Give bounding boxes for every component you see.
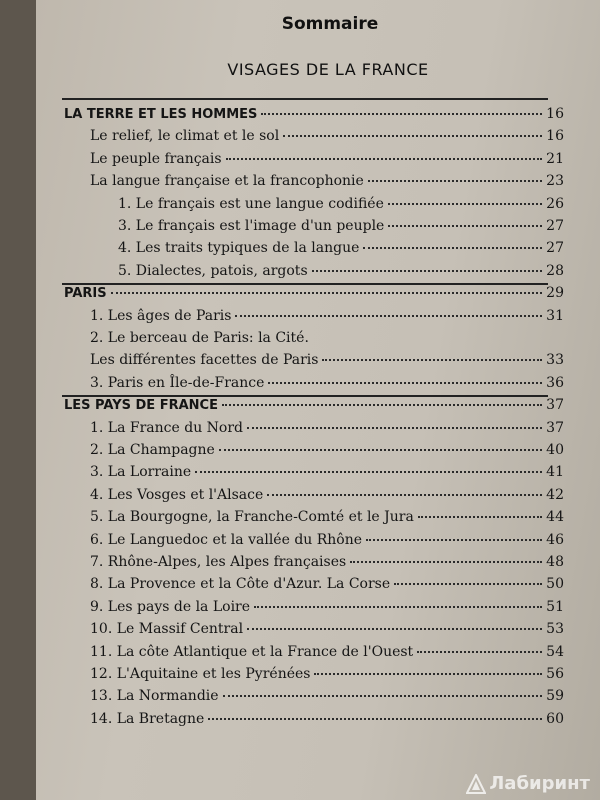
toc-entry-title: 13. La Normandie xyxy=(90,688,219,705)
toc-entry xyxy=(90,151,564,173)
dot-leader xyxy=(219,448,542,451)
toc-entry-page: 46 xyxy=(546,531,564,548)
toc-entry-title: 1. La France du Nord xyxy=(90,419,244,436)
book-page xyxy=(36,0,600,800)
toc-entry-page: 59 xyxy=(546,688,564,705)
page-title: Sommaire xyxy=(281,14,379,34)
toc-entry xyxy=(64,106,564,128)
toc-entry-title: 2. Le berceau de Paris: la Cité. xyxy=(90,330,309,346)
toc-entry-title: LES PAYS DE FRANCE xyxy=(64,398,218,414)
toc-entry-title: Les différentes facettes de Paris xyxy=(90,352,319,369)
toc-entry xyxy=(90,330,564,352)
toc-entry-title: 7. Rhône-Alpes, les Alpes françaises xyxy=(90,554,347,570)
toc-entry xyxy=(90,666,564,688)
toc-entry xyxy=(90,621,564,643)
toc-entry-page: 29 xyxy=(546,285,564,302)
toc-entry-page: 54 xyxy=(546,643,564,660)
toc-entry xyxy=(90,173,564,195)
toc-entry-page: 53 xyxy=(546,621,564,638)
toc-entry xyxy=(90,644,564,666)
toc-entry-page: 26 xyxy=(546,195,564,212)
toc-entry xyxy=(90,599,564,621)
dot-leader xyxy=(366,538,542,541)
toc-entry-page: 56 xyxy=(546,666,564,682)
toc-entry-page: 40 xyxy=(546,442,564,458)
watermark-text: Лабиринт xyxy=(489,773,590,794)
toc-entry-title: Le peuple français xyxy=(90,150,222,167)
toc-entry-title: 8. La Provence et la Côte d'Azur. La Corse xyxy=(90,576,391,593)
toc-entry-page: 27 xyxy=(546,240,564,257)
toc-entry-title: 2. La Champagne xyxy=(90,442,215,458)
toc-entry-title: 4. Les Vosges et l'Alsace xyxy=(90,486,264,503)
toc-entry-page: 51 xyxy=(546,598,564,615)
toc-entry xyxy=(118,218,564,240)
toc-entry-page: 42 xyxy=(546,486,564,503)
dot-leader xyxy=(223,694,543,697)
toc-entry-title: 5. Dialectes, patois, argots xyxy=(118,262,308,279)
toc-entry-title: 12. L'Aquitaine et les Pyrénées xyxy=(90,666,311,682)
toc-entry-page: 41 xyxy=(546,464,564,481)
dot-leader xyxy=(235,314,542,317)
dot-leader xyxy=(247,627,542,630)
dot-leader xyxy=(314,672,542,675)
toc-entry xyxy=(90,576,564,598)
toc-entry xyxy=(90,711,564,733)
toc-entry-title: 3. Paris en Île-de-France xyxy=(90,374,265,391)
toc-entry-page: 31 xyxy=(546,307,564,324)
toc-entry-page: 37 xyxy=(546,419,564,436)
dot-leader xyxy=(247,426,542,429)
toc-entry-page: 21 xyxy=(546,150,564,167)
toc-entry-title: 1. Le français est une langue codifiée xyxy=(118,195,384,212)
toc-entry-page: 36 xyxy=(546,374,564,391)
toc-entry xyxy=(90,487,564,509)
toc-entry xyxy=(90,509,564,531)
dot-leader xyxy=(313,338,560,339)
toc-entry xyxy=(90,688,564,710)
dot-leader xyxy=(226,157,543,160)
toc-entry xyxy=(118,263,564,285)
toc-entry-page: 16 xyxy=(546,128,564,145)
toc-entry-title: 9. Les pays de la Loire xyxy=(90,598,251,615)
toc-entry-title: 3. La Lorraine xyxy=(90,464,192,481)
watermark xyxy=(466,773,590,794)
toc-entry xyxy=(64,397,564,419)
dot-leader xyxy=(261,112,542,115)
toc-entry-title: La langue française et la francophonie xyxy=(90,173,364,190)
toc-entry-page: 16 xyxy=(546,106,564,122)
toc-entry-title: 14. La Bretagne xyxy=(90,710,205,727)
section-rule xyxy=(62,395,548,397)
toc-entry xyxy=(118,240,564,262)
toc-entry-title: 1. Les âges de Paris xyxy=(90,307,232,324)
toc-entry xyxy=(90,464,564,486)
labyrinth-logo-icon xyxy=(466,774,486,794)
section-rule xyxy=(62,283,548,285)
dot-leader xyxy=(363,246,542,249)
dot-leader xyxy=(388,202,542,205)
dot-leader xyxy=(394,582,542,585)
toc-entry xyxy=(90,128,564,150)
book-subtitle: VISAGES DE LA FRANCE xyxy=(227,60,429,79)
toc-entry-title: 6. Le Languedoc et la vallée du Rhône xyxy=(90,531,363,548)
dot-leader xyxy=(368,179,542,182)
dot-leader xyxy=(388,224,542,227)
toc-entry-page: 33 xyxy=(546,352,564,369)
dot-leader xyxy=(417,650,542,653)
toc-entry-page: 23 xyxy=(546,173,564,190)
toc-entry-title: PARIS xyxy=(64,286,107,302)
toc-entry-page: 60 xyxy=(546,710,564,727)
dot-leader xyxy=(418,515,542,518)
dot-leader xyxy=(111,291,543,294)
toc-entry-page: 28 xyxy=(546,262,564,279)
dot-leader xyxy=(312,269,543,272)
dot-leader xyxy=(322,358,542,361)
toc-entry xyxy=(64,285,564,307)
toc-entry xyxy=(90,308,564,330)
toc-entry xyxy=(90,420,564,442)
dot-leader xyxy=(222,403,542,406)
dot-leader xyxy=(268,381,542,384)
dot-leader xyxy=(254,605,542,608)
toc-entry xyxy=(90,442,564,464)
toc-entry-page: 48 xyxy=(546,554,564,570)
toc-entry-page: 50 xyxy=(546,576,564,593)
toc-entry xyxy=(90,352,564,374)
toc-entry-page: 27 xyxy=(546,218,564,234)
toc-entry-page: 37 xyxy=(546,397,564,414)
dot-leader xyxy=(283,134,542,137)
toc-entry-title: 10. Le Massif Central xyxy=(90,621,244,638)
toc-entry-title: LA TERRE ET LES HOMMES xyxy=(64,107,258,122)
toc-entry-page: 44 xyxy=(546,509,564,526)
toc-entry xyxy=(90,375,564,397)
toc-entry xyxy=(118,196,564,218)
toc-entry-title: Le relief, le climat et le sol xyxy=(90,128,280,145)
dot-leader xyxy=(350,560,542,563)
toc-entry-title: 3. Le français est l'image d'un peuple xyxy=(118,218,385,234)
title-rule xyxy=(62,98,548,100)
dot-leader xyxy=(267,493,542,496)
toc-entry xyxy=(90,554,564,576)
toc-entry xyxy=(90,532,564,554)
toc-entry-title: 11. La côte Atlantique et la France de l'Ouest xyxy=(90,643,414,660)
toc-entry-title: 5. La Bourgogne, la Franche-Comté et le Jura xyxy=(90,509,414,526)
dot-leader xyxy=(208,717,542,720)
toc-entry-title: 4. Les traits typiques de la langue xyxy=(118,240,360,257)
dot-leader xyxy=(195,470,542,473)
